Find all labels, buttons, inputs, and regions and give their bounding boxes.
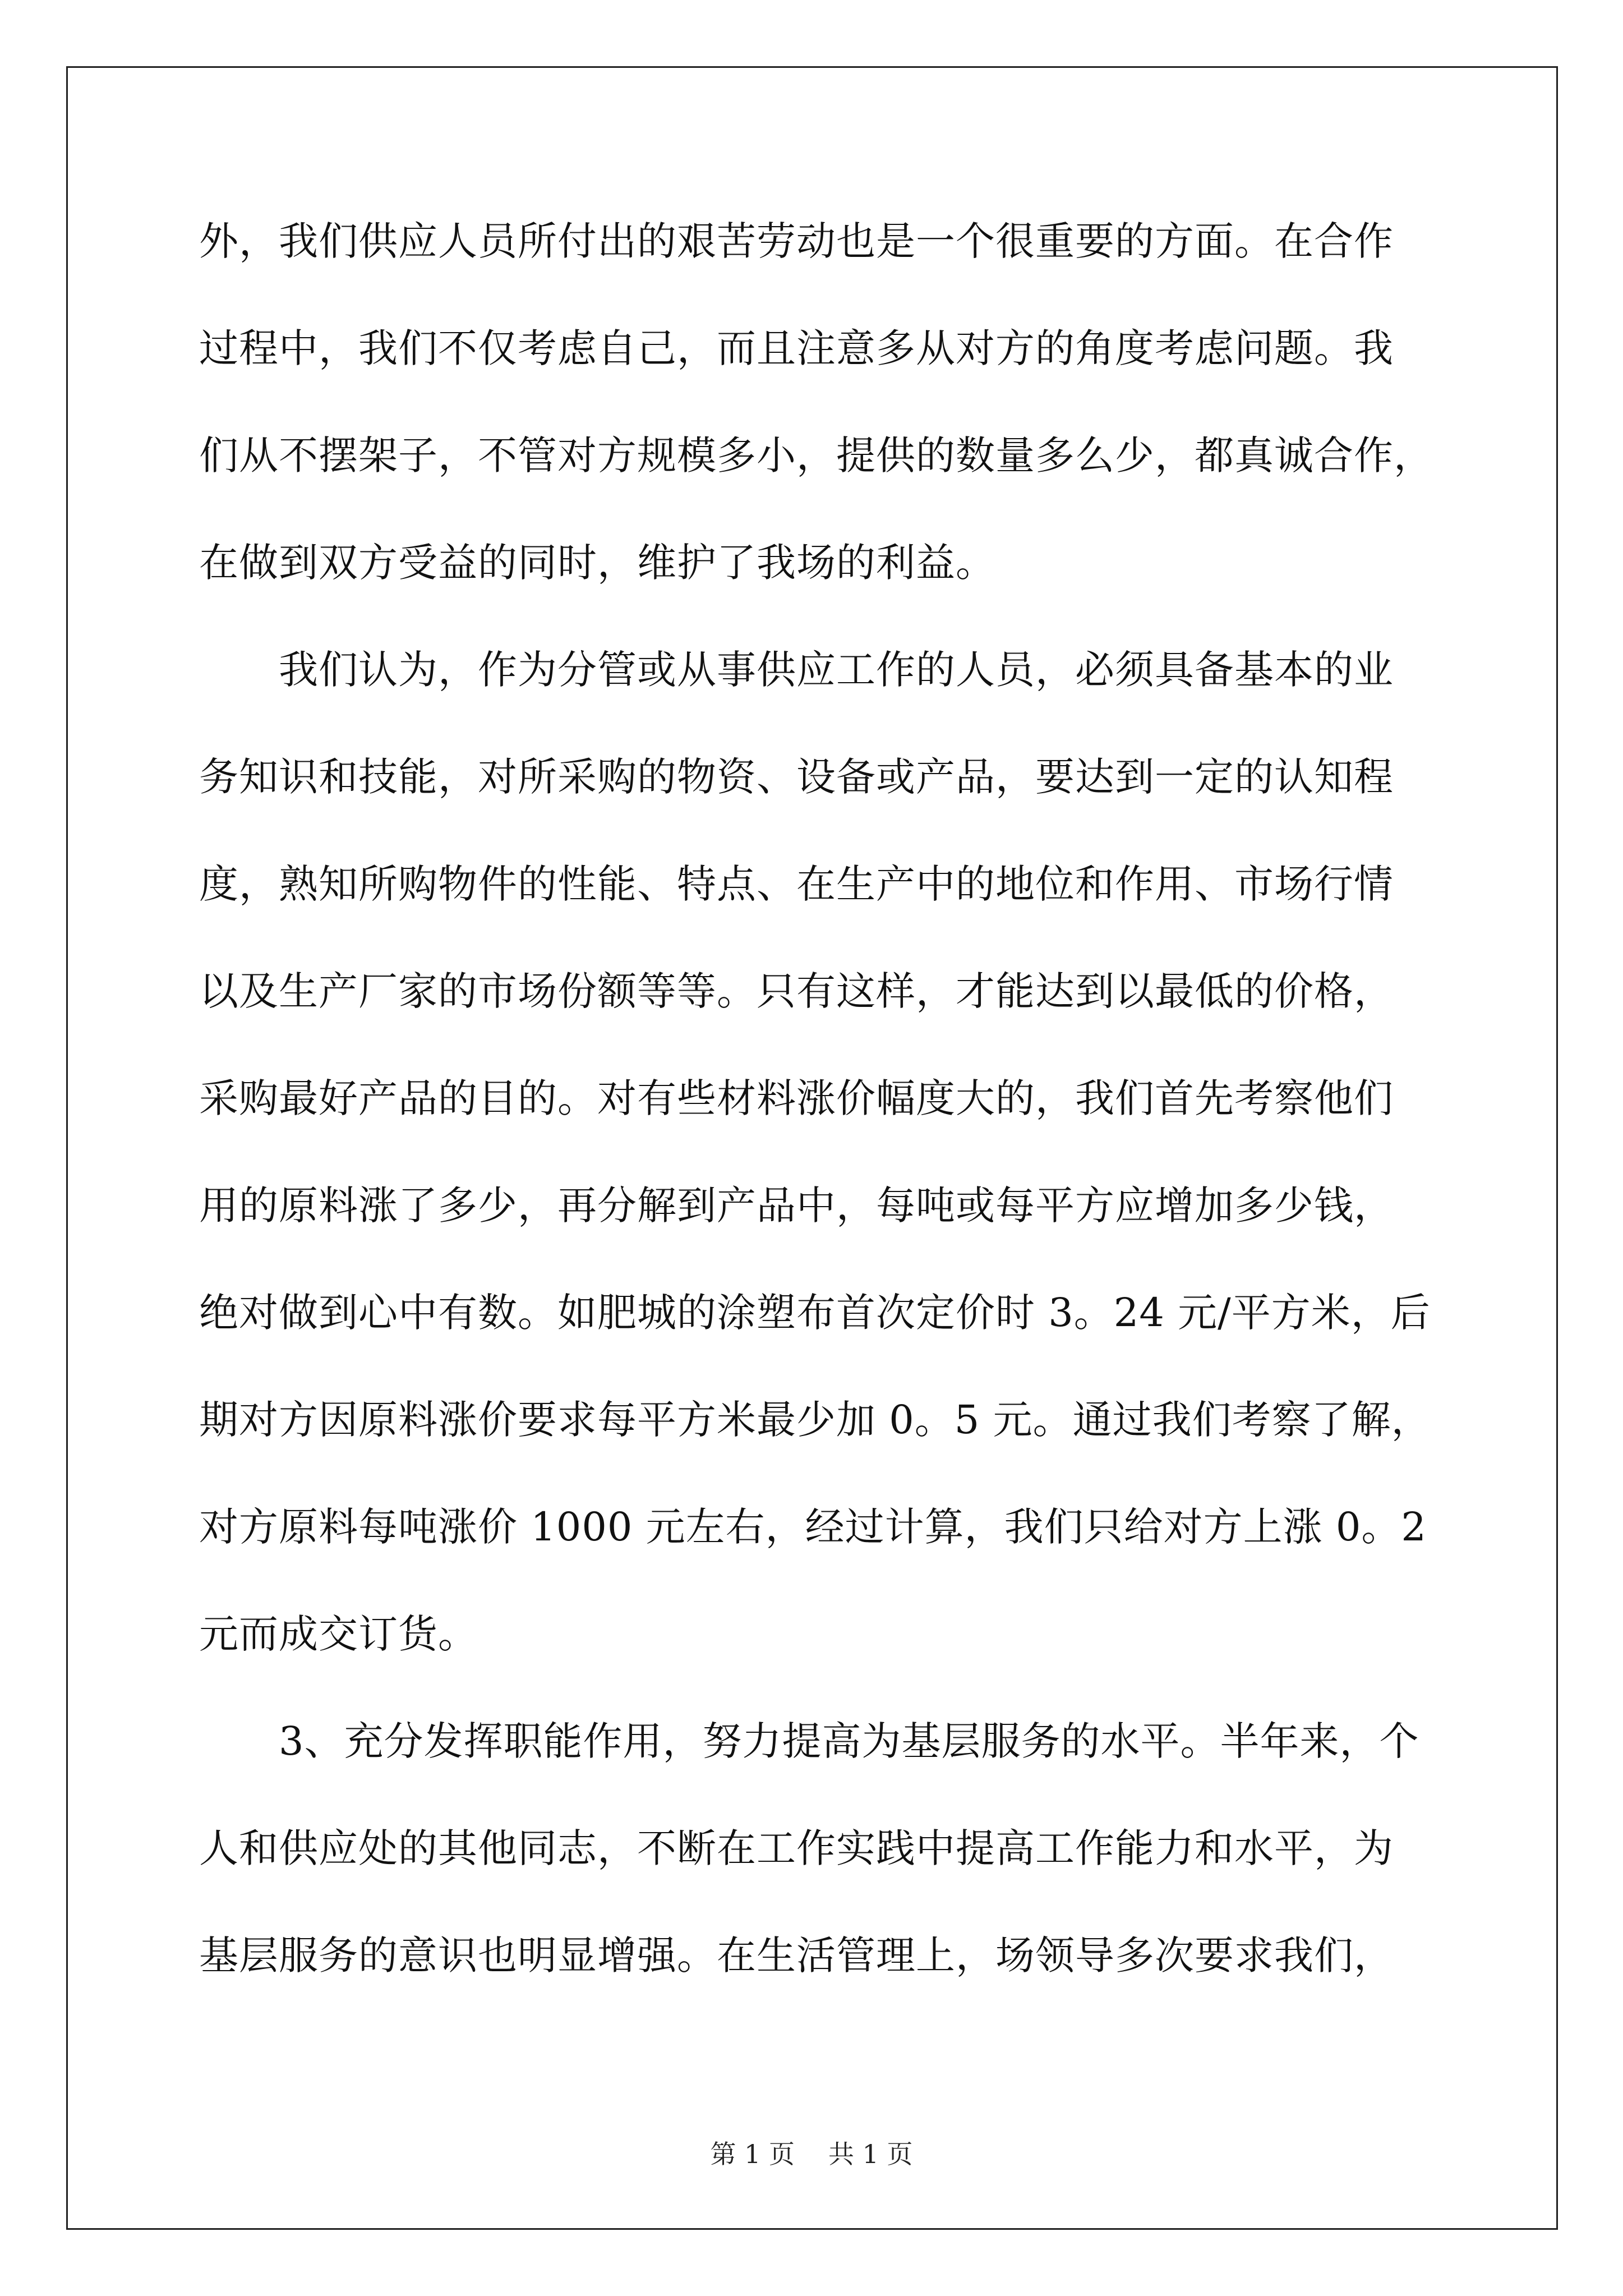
text-line: 务知识和技能，对所采购的物资、设备或产品，要达到一定的认知程 — [199, 754, 1394, 800]
text-line: 以及生产厂家的市场份额等等。只有这样，才能达到以最低的价格， — [199, 968, 1394, 1014]
text-line: 采购最好产品的目的。对有些材料涨价幅度大的，我们首先考察他们 — [199, 1075, 1394, 1121]
text-line: 元而成交订货。 — [199, 1611, 478, 1657]
text-line: 绝对做到心中有数。如肥城的涂塑布首次定价时 3。24 元/平方米，后 — [199, 1290, 1431, 1336]
text-line: 在做到双方受益的同时，维护了我场的利益。 — [199, 540, 995, 586]
text-line: 度，熟知所购物件的性能、特点、在生产中的地位和作用、市场行情 — [199, 861, 1394, 907]
document-body — [199, 213, 1467, 2035]
page-footer — [0, 2137, 1623, 2171]
text-line: 我们认为，作为分管或从事供应工作的人员，必须具备基本的业 — [199, 647, 1394, 693]
page-number: 第 1 页 — [710, 2139, 795, 2169]
text-line: 人和供应处的其他同志，不断在工作实践中提高工作能力和水平，为 — [199, 1825, 1394, 1871]
page-total: 共 1 页 — [828, 2139, 913, 2169]
text-line: 3、充分发挥职能作用，努力提高为基层服务的水平。半年来，个 — [199, 1718, 1419, 1764]
text-line: 用的原料涨了多少，再分解到产品中，每吨或每平方应增加多少钱， — [199, 1182, 1394, 1228]
text-line: 期对方因原料涨价要求每平方米最少加 0。5 元。通过我们考察了解， — [199, 1397, 1431, 1443]
text-line: 基层服务的意识也明显增强。在生活管理上，场领导多次要求我们， — [199, 1932, 1394, 1978]
text-line: 过程中，我们不仅考虑自己，而且注意多从对方的角度考虑问题。我 — [199, 325, 1394, 371]
text-line: 们从不摆架子，不管对方规模多小，提供的数量多么少，都真诚合作， — [199, 432, 1433, 478]
text-line: 对方原料每吨涨价 1000 元左右，经过计算，我们只给对方上涨 0。2 — [199, 1504, 1427, 1550]
text-line: 外，我们供应人员所付出的艰苦劳动也是一个很重要的方面。在合作 — [199, 218, 1394, 264]
